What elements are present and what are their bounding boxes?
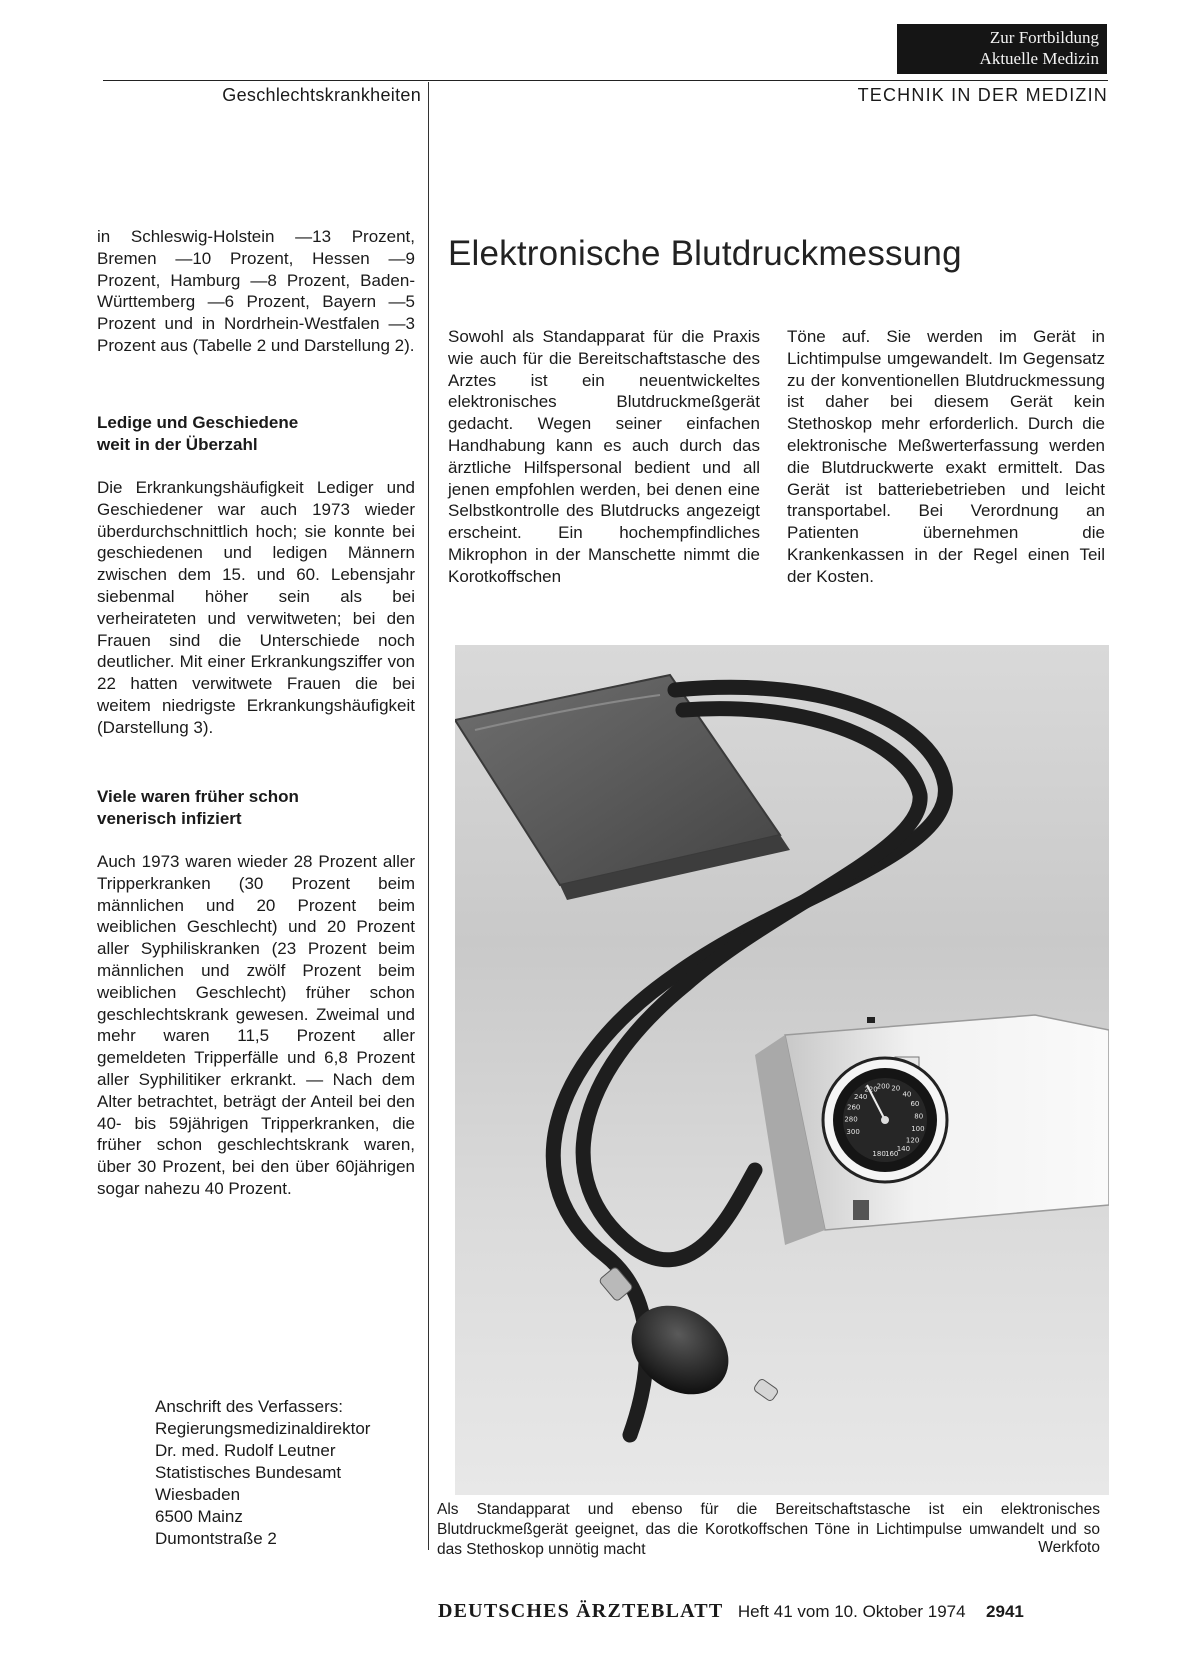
author-address: [155, 1396, 445, 1550]
photo-caption: Als Standapparat und ebenso für die Bereitschaftstasche ist ein elektronisches Blutdruckmeßgerät geeignet, das die Korotkoffschen Töne in Lichtimpulse umwandelt und so das Stethoskop unnötig macht: [437, 1501, 1100, 1558]
indicator-light: [867, 1017, 875, 1023]
section-title-right: TECHNIK IN DER MEDIZIN: [857, 85, 1108, 105]
subheading-viele: [97, 786, 415, 830]
subheading-ledige: [97, 412, 415, 456]
section-title-left: Geschlechtskrankheiten: [222, 85, 421, 105]
gauge-tick-label: 140: [896, 1145, 911, 1154]
page-number: 2941: [986, 1602, 1024, 1621]
subheading-line: venerisch infiziert: [97, 809, 242, 828]
gauge-tick-label: 260: [847, 1103, 861, 1112]
subheading-line: Ledige und Geschiedene: [97, 413, 299, 432]
address-line: Dumontstraße 2: [155, 1529, 277, 1548]
gauge-tick-label: 300: [846, 1128, 860, 1137]
gauge-tick-label: 20: [891, 1084, 901, 1093]
logo-badge: [853, 1200, 869, 1220]
address-line: Regierungsmedizinaldirektor: [155, 1419, 371, 1438]
gauge-tick-label: 240: [854, 1092, 868, 1101]
issue-info: Heft 41 vom 10. Oktober 1974: [737, 1602, 966, 1621]
paragraph-text: Auch 1973 waren wieder 28 Prozent aller Tripperkranken (30 Prozent beim männlichen und 20 Prozent beim weiblichen Geschlecht) und 20 Prozent aller Syphiliskranken (23 Prozent beim männlichen und zwölf Prozent beim weiblichen Geschlecht) früher schon geschlechtskrank gewesen. Zweimal und mehr waren 11,5 Prozent aller gemeldeten Tripperfälle und 6,8 Prozent aller Syphilitiker erkrankt. — Nach dem Alter betrachtet, beträgt der Anteil bei den 40- bis 59jährigen Tripperkranken, die früher schon geschlechtskrank waren, über 30 Prozent, bei den über 60jährigen sogar nahezu 40 Prozent.: [97, 852, 415, 1198]
paragraph-text: Sowohl als Standapparat für die Praxis wie auch für die Bereitschaftstasche des Arztes ist ein neuentwickeltes elektronisches Blutdruckmeßgerät gedacht. Wegen seiner einfachen Handhabung kann es auch durch das ärztliche Hilfspersonal bedient und all jenen empfohlen werden, bei denen eine Selbstkontrolle des Blutdrucks angezeigt erscheint. Ein hochempfindliches Mikrophon in der Manschette nimmt die Korotkoffschen: [448, 327, 760, 586]
blood-pressure-device-illustration: [455, 645, 1109, 1495]
gauge-tick-label: 80: [914, 1112, 924, 1121]
section-label-line1: Zur Fortbildung: [989, 28, 1099, 47]
left-paragraph-2: [97, 477, 415, 739]
gauge-tick-label: 200: [876, 1082, 890, 1091]
gauge-tick-label: 180: [872, 1150, 886, 1158]
journal-name: DEUTSCHES ÄRZTEBLATT: [438, 1600, 724, 1622]
gauge-tick-label: 120: [905, 1136, 920, 1145]
subheading-line: weit in der Überzahl: [97, 435, 258, 454]
left-paragraph-1: [97, 226, 415, 357]
column-divider: [428, 82, 429, 1550]
address-line: Anschrift des Verfassers:: [155, 1397, 344, 1416]
address-line: Dr. med. Rudolf Leutner: [155, 1441, 336, 1460]
gauge-tick-label: 220: [864, 1085, 878, 1094]
subheading-line: Viele waren früher schon: [97, 787, 299, 806]
device-photo: [455, 645, 1109, 1495]
photo-credit: Werkfoto: [1038, 1539, 1100, 1556]
address-line: Wiesbaden: [155, 1485, 241, 1504]
address-line: 6500 Mainz: [155, 1507, 243, 1526]
header-rule: [103, 80, 1108, 81]
address-line: Statistisches Bundesamt: [155, 1463, 342, 1482]
paragraph-text: Die Erkrankungshäufigkeit Lediger und Geschiedener war auch 1973 wieder überdurchschnittlich hoch; sie konnte bei geschiedenen und ledigen Männern zwischen dem 15. und 60. Lebensjahr siebenmal höher sein als bei verheirateten und verwitweten; bei den Frauen sind die Unterschiede noch deutlicher. Mit einer Erkrankungsziffer von 22 hatten verwitwete Frauen die bei weitem niedrigste Erkrankungshäufigkeit (Darstellung 3).: [97, 478, 415, 737]
gauge-tick-label: 60: [910, 1100, 920, 1109]
gauge-tick-label: 100: [911, 1124, 925, 1133]
article-title: Elektronische Blutdruckmessung: [448, 234, 962, 273]
gauge-tick-label: 40: [902, 1090, 912, 1099]
page-footer: [438, 1600, 1108, 1630]
left-paragraph-3: [97, 851, 415, 1200]
gauge-tick-label: 160: [885, 1149, 899, 1158]
inflation-bulb: [599, 1266, 779, 1412]
article-column-2: [787, 326, 1105, 588]
article-column-1: [448, 326, 760, 588]
gauge-tick-label: 280: [844, 1115, 858, 1124]
section-label-box: [897, 24, 1107, 74]
paragraph-text: Töne auf. Sie werden im Gerät in Lichtimpulse umgewandelt. Im Gegensatz zu der konventionellen Blutdruckmessung ist daher bei diesem Gerät kein Stethoskop mehr erforderlich. Durch die elektronische Meßwerterfassung werden die Blutdruckwerte exakt ermittelt. Das Gerät ist batteriebetrieben und leicht transportabel. Bei Verordnung an Patienten übernehmen die Krankenkassen in der Regel einen Teil der Kosten.: [787, 327, 1105, 586]
section-label-line2: Aktuelle Medizin: [979, 49, 1099, 68]
paragraph-text: in Schleswig-Holstein —13 Prozent, Bremen —10 Prozent, Hessen —9 Prozent, Hamburg —8 Prozent, Baden-Württemberg —6 Prozent, Bayern —5 Prozent und in Nordrhein-Westfalen —3 Prozent aus (Tabelle 2 und Darstellung 2).: [97, 227, 415, 355]
monitor-unit: [755, 1015, 1109, 1245]
pressure-gauge: [823, 1058, 947, 1182]
